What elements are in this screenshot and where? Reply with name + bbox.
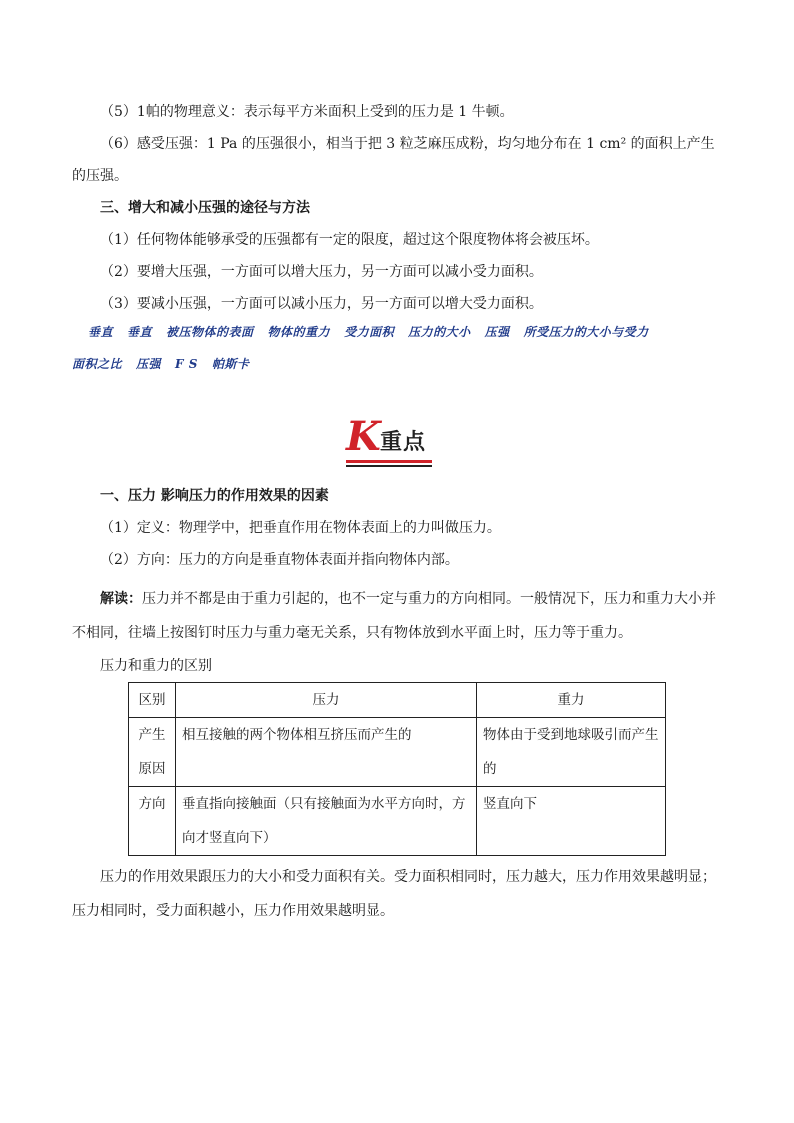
item-5: （5）1帕的物理意义：表示每平方米面积上受到的压力是 1 牛顿。 bbox=[100, 104, 514, 120]
answer: 受力面积 bbox=[344, 325, 395, 339]
answer: 物体的重力 bbox=[267, 325, 331, 339]
answer-line-2 bbox=[72, 348, 724, 381]
section-three-item-3: （3）要减小压强，一方面可以减小压力，另一方面可以增大受力面积。 bbox=[100, 296, 543, 312]
definition: （1）定义：物理学中，把垂直作用在物体表面上的力叫做压力。 bbox=[100, 520, 501, 536]
header-cell: 压力 bbox=[176, 683, 477, 718]
table-caption: 压力和重力的区别 bbox=[100, 658, 212, 674]
answer: 压强 bbox=[136, 357, 162, 371]
section-three-title: 三、增大和减小压强的途径与方法 bbox=[100, 200, 310, 216]
explanation-text: 压力并不都是由于重力引起的，也不一定与重力的方向相同。一般情况下，压力和重力大小并不相同，往墙上按图钉时压力与重力毫无关系，只有物体放到水平面上时，压力等于重力。 bbox=[72, 591, 716, 641]
heading-underline-red bbox=[346, 460, 432, 463]
item-6: （6）感受压强：1 Pa 的压强很小，相当于把 3 粒芝麻压成粉，均匀地分布在 1 cm² 的面积上产生的压强。 bbox=[72, 136, 715, 184]
row-label: 产生原因 bbox=[129, 718, 176, 787]
answer: 被压物体的表面 bbox=[166, 325, 254, 339]
answer-line-1 bbox=[72, 316, 724, 349]
table-row bbox=[129, 787, 666, 856]
key-points-heading bbox=[346, 413, 446, 466]
heading-underline-black bbox=[346, 465, 432, 467]
row-label: 方向 bbox=[129, 787, 176, 856]
comparison-table bbox=[128, 682, 666, 856]
answer: 所受压力的大小与受力 bbox=[523, 325, 649, 339]
answer: 面积之比 bbox=[72, 357, 123, 371]
answer: F S bbox=[175, 357, 198, 371]
explanation bbox=[72, 582, 724, 650]
explanation-label: 解读： bbox=[100, 591, 142, 607]
table-row bbox=[129, 718, 666, 787]
pressure-cell: 相互接触的两个物体相互挤压而产生的 bbox=[176, 718, 477, 787]
direction: （2）方向：压力的方向是垂直物体表面并指向物体内部。 bbox=[100, 552, 459, 568]
answer: 垂直 bbox=[127, 325, 153, 339]
answer: 帕斯卡 bbox=[211, 357, 250, 371]
key-letter: K bbox=[346, 413, 381, 460]
answer: 压力的大小 bbox=[408, 325, 471, 339]
section-three-item-1: （1）任何物体能够承受的压强都有一定的限度，超过这个限度物体将会被压坏。 bbox=[100, 232, 599, 248]
answer: 垂直 bbox=[88, 325, 114, 339]
answer: 压强 bbox=[484, 325, 510, 339]
header-cell: 区别 bbox=[129, 683, 176, 718]
table-header-row bbox=[129, 683, 666, 718]
pressure-cell: 垂直指向接触面（只有接触面为水平方向时，方向才竖直向下） bbox=[176, 787, 477, 856]
gravity-cell: 竖直向下 bbox=[477, 787, 666, 856]
key-heading-text: 重点 bbox=[380, 430, 427, 455]
section-one-title: 一、压力 影响压力的作用效果的因素 bbox=[100, 488, 329, 504]
gravity-cell: 物体由于受到地球吸引而产生的 bbox=[477, 718, 666, 787]
header-cell: 重力 bbox=[477, 683, 666, 718]
section-three-item-2: （2）要增大压强，一方面可以增大压力，另一方面可以减小受力面积。 bbox=[100, 264, 543, 280]
conclusion: 压力的作用效果跟压力的大小和受力面积有关。受力面积相同时，压力越大，压力作用效果越明显；压力相同时，受力面积越小，压力作用效果越明显。 bbox=[72, 869, 716, 919]
